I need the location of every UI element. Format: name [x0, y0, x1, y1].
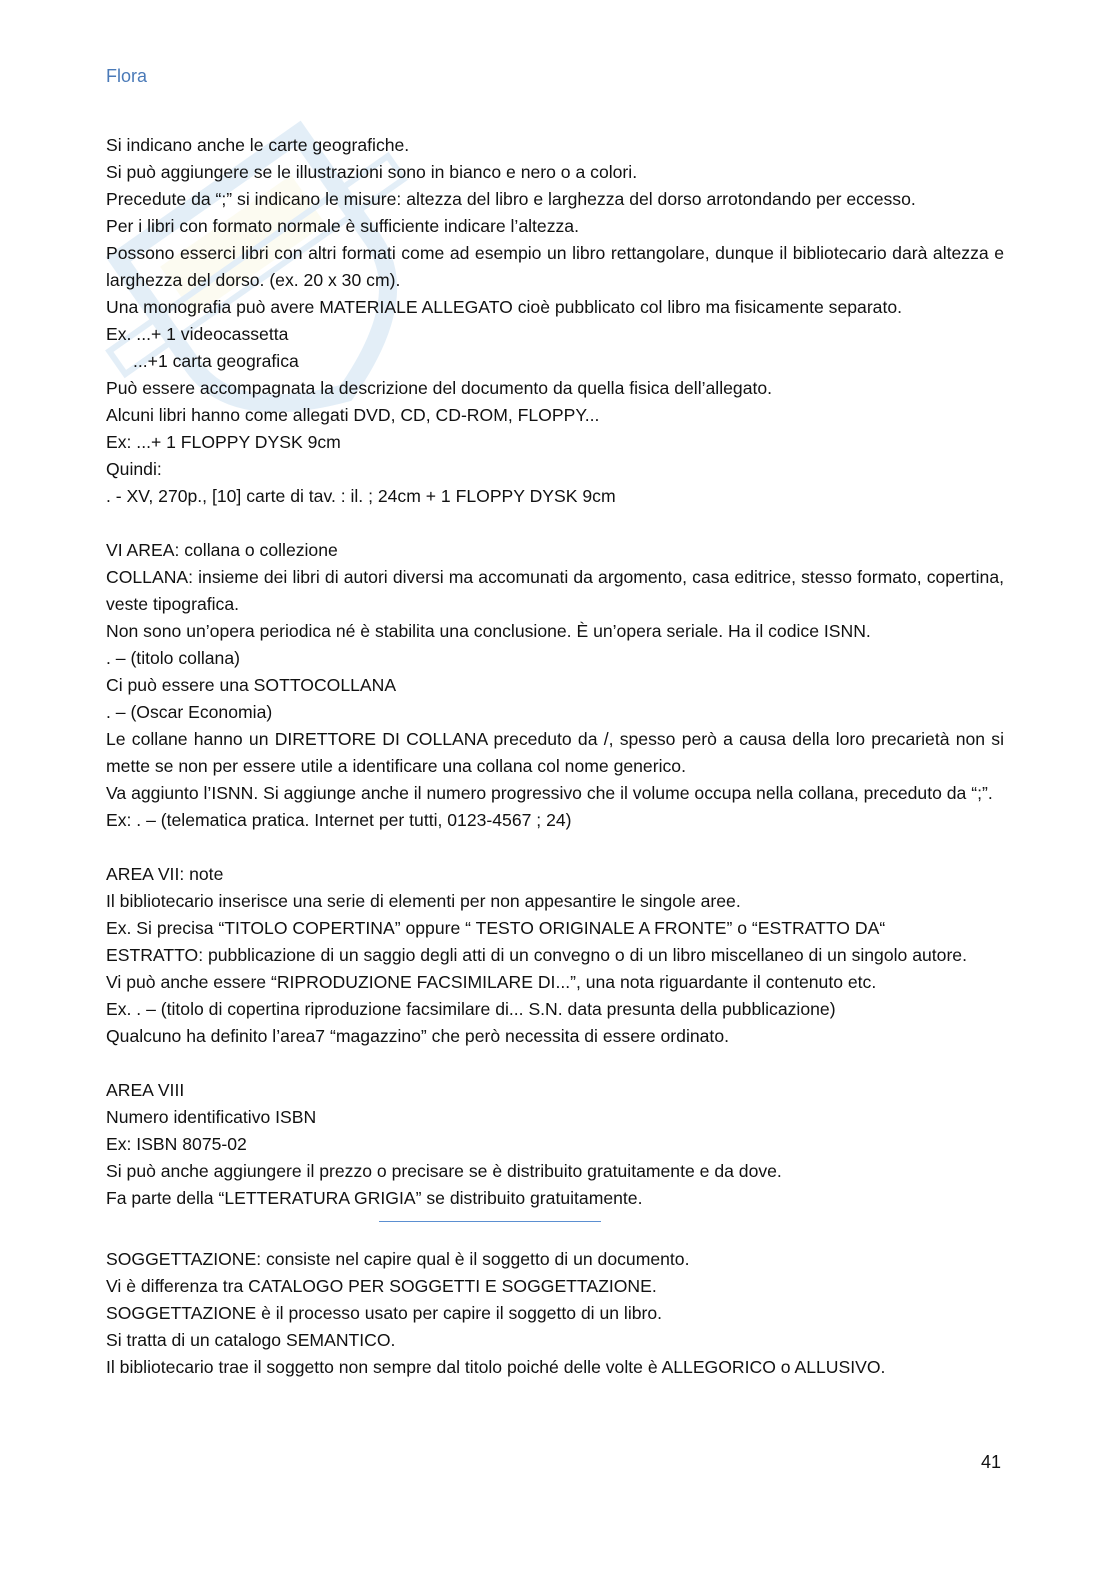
text-line: Si indicano anche le carte geografiche.	[106, 135, 410, 155]
text-line: Per i libri con formato normale è sufficiente indicare l’altezza.	[106, 216, 579, 236]
text-line: Ex: ...+ 1 FLOPPY DYSK 9cm	[106, 432, 341, 452]
text-line: ESTRATTO: pubblicazione di un saggio degli atti di un convegno o di un libro miscellaneo di un singolo autore.	[106, 945, 967, 965]
header-title: Flora	[106, 66, 148, 86]
text-line: Una monografia può avere MATERIALE ALLEGATO cioè pubblicato col libro ma fisicamente separato.	[106, 297, 903, 317]
section-title-area6: VI AREA: collana o collezione	[106, 540, 338, 560]
indented-line: ...+1 carta geografica	[133, 351, 299, 371]
section-title-area7: AREA VII: note	[106, 864, 224, 884]
text-line: Vi è differenza tra CATALOGO PER SOGGETTI E SOGGETTAZIONE.	[106, 1276, 657, 1296]
text-line: Si può anche aggiungere il prezzo o precisare se è distribuito gratuitamente e da dove.	[106, 1161, 782, 1181]
text-line: Numero identificativo ISBN	[106, 1107, 317, 1127]
text-line: Ci può essere una SOTTOCOLLANA	[106, 675, 397, 695]
text-line: Si può aggiungere se le illustrazioni sono in bianco e nero o a colori.	[106, 162, 638, 182]
text-line: SOGGETTAZIONE è il processo usato per capire il soggetto di un libro.	[106, 1303, 663, 1323]
text-line: Quindi:	[106, 459, 162, 479]
text-line: Ex: ISBN 8075-02	[106, 1134, 247, 1154]
text-line: . - XV, 270p., [10] carte di tav. : il. ; 24cm + 1 FLOPPY DYSK 9cm	[106, 486, 616, 506]
paragraph-direttore: Le collane hanno un DIRETTORE DI COLLANA preceduto da /, spesso però a causa della loro precarietà non si mette se non per essere utile a identificare una collana col nome generico.	[106, 729, 1004, 776]
text-line: Vi può anche essere “RIPRODUZIONE FACSIMILARE DI...”, una nota riguardante il contenuto etc.	[106, 972, 877, 992]
section-title-area8: AREA VIII	[106, 1080, 185, 1100]
section-title-soggettazione: SOGGETTAZIONE: consiste nel capire qual è il soggetto di un documento.	[106, 1249, 690, 1269]
text-line: Può essere accompagnata la descrizione del documento da quella fisica dell’allegato.	[106, 378, 773, 398]
paragraph-isnn: Va aggiunto l’ISNN. Si aggiunge anche il numero progressivo che il volume occupa nella collana, preceduto da “;”.	[106, 783, 993, 803]
document-body	[106, 132, 1004, 1381]
text-line: Qualcuno ha definito l’area7 “magazzino” che però necessita di essere ordinato.	[106, 1026, 729, 1046]
text-line: Il bibliotecario trae il soggetto non sempre dal titolo poiché delle volte è ALLEGORICO o ALLUSIVO.	[106, 1357, 886, 1377]
paragraph-collana: COLLANA: insieme dei libri di autori diversi ma accomunati da argomento, casa editrice, stesso formato, copertina, veste tipografica.	[106, 567, 1004, 614]
text-line: . – (titolo collana)	[106, 648, 240, 668]
text-line: Ex. Si precisa “TITOLO COPERTINA” oppure “ TESTO ORIGINALE A FRONTE” o “ESTRATTO DA“	[106, 918, 886, 938]
page-number: 41	[981, 1452, 1002, 1472]
text-line: Ex. . – (titolo di copertina riproduzione facsimilare di... S.N. data presunta della pubblicazione)	[106, 999, 836, 1019]
paragraph-formats: Possono esserci libri con altri formati come ad esempio un libro rettangolare, dunque il bibliotecario darà altezza e larghezza del dorso. (ex. 20 x 30 cm).	[106, 243, 1004, 290]
text-line: Si tratta di un catalogo SEMANTICO.	[106, 1330, 396, 1350]
text-line: Non sono un’opera periodica né è stabilita una conclusione. È un’opera seriale. Ha il codice ISNN.	[106, 621, 871, 641]
text-line: Ex. ...+ 1 videocassetta	[106, 324, 289, 344]
text-line: Ex: . – (telematica pratica. Internet per tutti, 0123-4567 ; 24)	[106, 810, 572, 830]
text-line: Precedute da “;” si indicano le misure: altezza del libro e larghezza del dorso arrotondando per eccesso.	[106, 189, 916, 209]
text-line: . – (Oscar Economia)	[106, 702, 273, 722]
section-separator	[379, 1221, 601, 1222]
text-line: Il bibliotecario inserisce una serie di elementi per non appesantire le singole aree.	[106, 891, 741, 911]
text-line: Fa parte della “LETTERATURA GRIGIA” se distribuito gratuitamente.	[106, 1188, 643, 1208]
text-line: Alcuni libri hanno come allegati DVD, CD, CD-ROM, FLOPPY...	[106, 405, 600, 425]
